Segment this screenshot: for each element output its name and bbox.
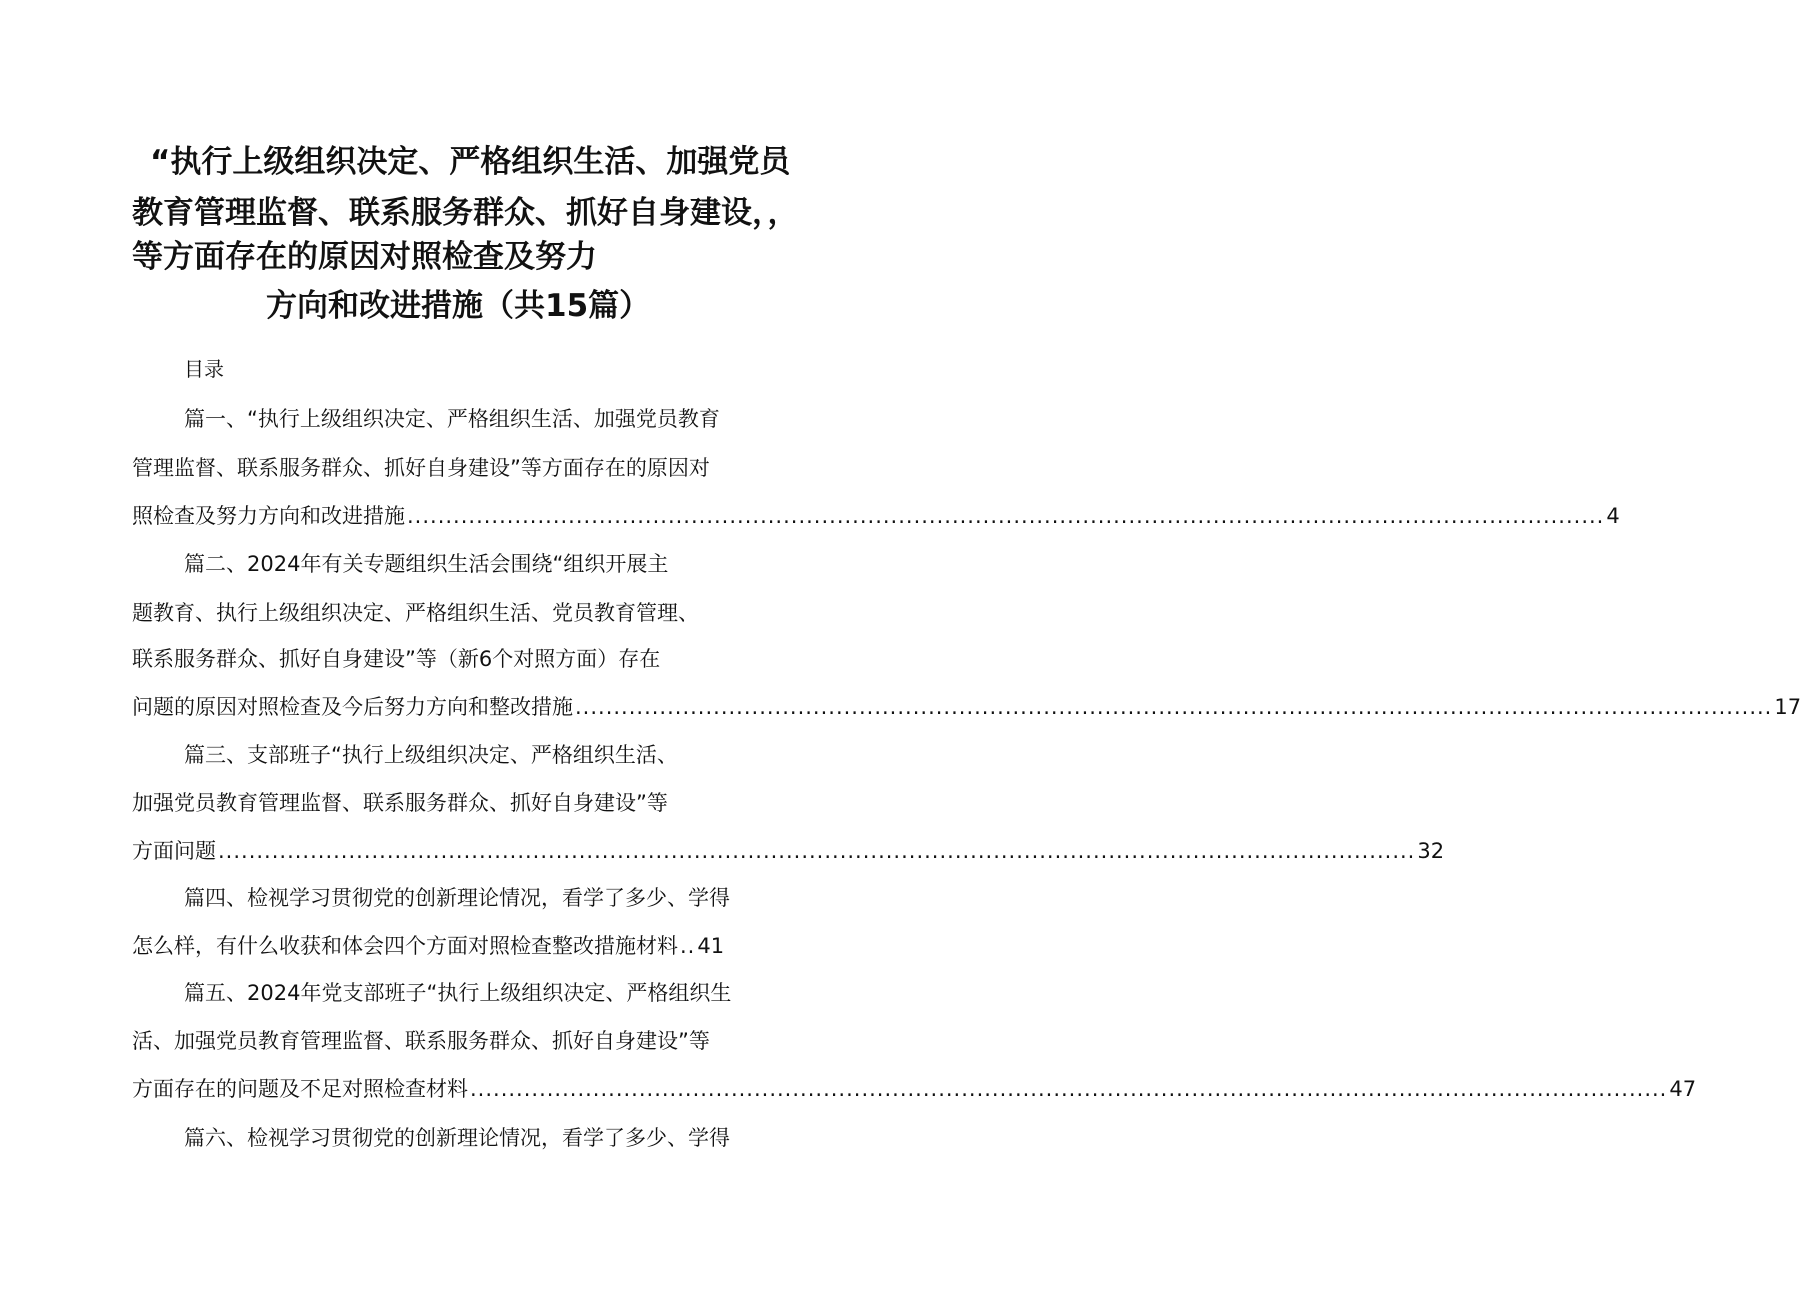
toc-leader-dots: ..	[680, 934, 696, 958]
toc-entry-1-line-3[interactable]	[132, 499, 1620, 533]
toc-entry-3-page: 32	[1417, 839, 1445, 863]
toc-entry-3-line-2[interactable]: 加强党员教育管理监督、联系服务群众、抓好自身建设”等	[132, 791, 668, 815]
toc-label: 目录	[184, 357, 224, 381]
toc-entry-5-text: 方面存在的问题及不足对照检查材料	[132, 1077, 468, 1101]
document-title-line-4: 方向和改进措施（共15篇）	[266, 288, 651, 324]
toc-entry-6-line-1[interactable]: 篇六、检视学习贯彻党的创新理论情况，看学了多少、学得	[184, 1126, 730, 1150]
toc-entry-4-line-2[interactable]	[132, 929, 792, 963]
toc-entry-3-line-3[interactable]	[132, 834, 1445, 868]
toc-entry-1-line-2[interactable]: 管理监督、联系服务群众、抓好自身建设”等方面存在的原因对	[132, 456, 710, 480]
toc-leader-dots: ............................................................................................................................................................	[470, 1077, 1668, 1101]
toc-entry-2-line-1[interactable]: 篇二、2024年有关专题组织生活会围绕“组织开展主	[184, 552, 669, 576]
toc-entry-4-text: 怎么样，有什么收获和体会四个方面对照检查整改措施材料	[132, 934, 678, 958]
toc-entry-5-page: 47	[1669, 1077, 1697, 1101]
toc-leader-dots: ............................................................................................................................................................	[407, 504, 1605, 528]
toc-entry-1-line-1[interactable]: 篇一、“执行上级组织决定、严格组织生活、加强党员教育	[184, 407, 720, 431]
toc-entry-4-page: 41	[697, 934, 725, 958]
document-title-line-2: 教育管理监督、联系服务群众、抓好自身建设，，	[132, 195, 799, 231]
toc-entry-2-line-4[interactable]	[132, 690, 1801, 724]
toc-entry-3-line-1[interactable]: 篇三、支部班子“执行上级组织决定、严格组织生活、	[184, 743, 678, 767]
toc-entry-2-line-3[interactable]: 联系服务群众、抓好自身建设”等（新6个对照方面）存在	[132, 647, 661, 671]
toc-entry-2-line-2[interactable]: 题教育、执行上级组织决定、严格组织生活、党员教育管理、	[132, 601, 699, 625]
document-title-line-1: “执行上级组织决定、严格组织生活、加强党员	[150, 144, 791, 180]
toc-entry-2-text: 问题的原因对照检查及今后努力方向和整改措施	[132, 695, 573, 719]
toc-entry-1-page: 4	[1606, 504, 1620, 528]
document-title-line-3: 等方面存在的原因对照检查及努力	[132, 239, 597, 275]
toc-entry-4-line-1[interactable]: 篇四、检视学习贯彻党的创新理论情况，看学了多少、学得	[184, 886, 730, 910]
toc-leader-dots: ............................................................................................................................................................	[218, 839, 1416, 863]
toc-entry-5-line-1[interactable]: 篇五、2024年党支部班子“执行上级组织决定、严格组织生	[184, 981, 732, 1005]
toc-entry-1-text: 照检查及努力方向和改进措施	[132, 504, 405, 528]
toc-entry-5-line-2[interactable]: 活、加强党员教育管理监督、联系服务群众、抓好自身建设”等	[132, 1029, 710, 1053]
toc-leader-dots: ............................................................................................................................................................	[575, 695, 1773, 719]
toc-entry-2-page: 17	[1774, 695, 1801, 719]
toc-entry-3-text: 方面问题	[132, 839, 216, 863]
toc-entry-5-line-3[interactable]	[132, 1072, 1697, 1106]
